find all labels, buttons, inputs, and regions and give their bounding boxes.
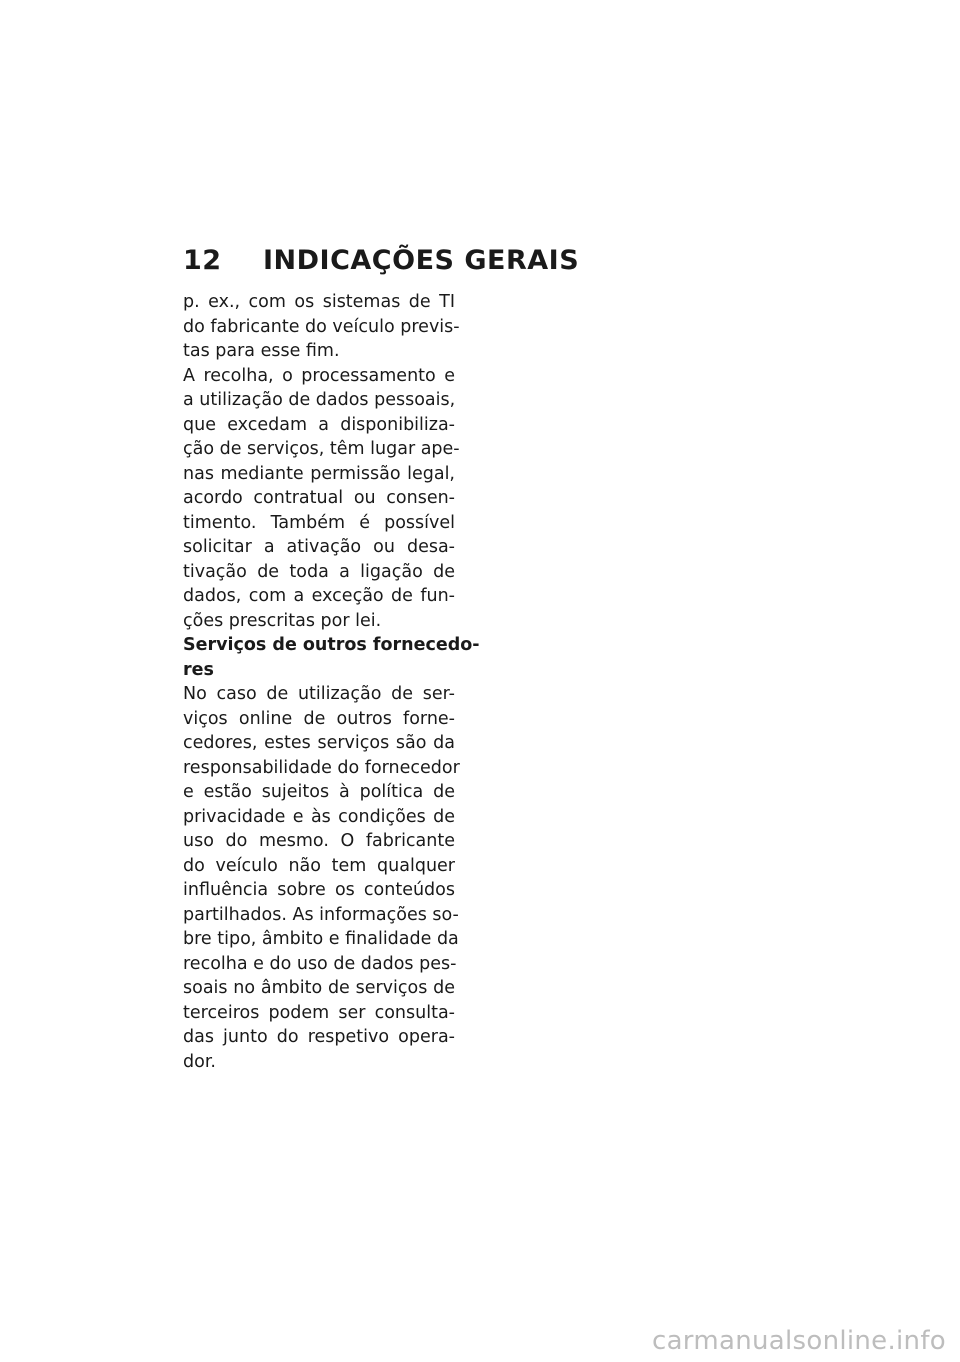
body-text-line: dor. (183, 1051, 216, 1072)
body-text-line: solicitar a ativação ou desa- (183, 537, 455, 557)
body-text-line: timento. Também é possível (183, 512, 455, 533)
body-text-line: dados, com a exceção de fun- (183, 586, 455, 606)
body-text-line: das junto do respetivo opera- (183, 1027, 455, 1047)
section-heading-line: res (183, 659, 214, 680)
body-text-line: acordo contratual ou consen- (183, 488, 455, 508)
body-text-line: do veículo não tem qualquer (183, 855, 455, 876)
body-text-line: influência sobre os conteúdos (183, 880, 455, 900)
body-text-line: soais no âmbito de serviços de (183, 978, 455, 998)
body-text-column (183, 290, 480, 1074)
body-text-line: bre tipo, âmbito e finalidade da (183, 929, 459, 949)
page-header (183, 243, 579, 277)
section-heading-line: Serviços de outros fornecedo- (183, 635, 480, 655)
body-text-line: que excedam a disponibiliza- (183, 414, 455, 435)
chapter-title: INDICAÇÕES GERAIS (263, 244, 580, 276)
body-text-line: ções prescritas por lei. (183, 610, 382, 631)
body-text-line: privacidade e às condições de (183, 806, 455, 827)
body-text-line: tas para esse fim. (183, 341, 340, 361)
body-text-line: uso do mesmo. O fabricante (183, 831, 455, 851)
body-text-line: responsabilidade do fornecedor (183, 757, 460, 778)
body-text-line: No caso de utilização de ser- (183, 684, 455, 704)
body-text-line: e estão sujeitos à política de (183, 782, 455, 802)
body-text-line: p. ex., com os sistemas de TI (183, 292, 455, 312)
body-text-line: partilhados. As informações so- (183, 904, 459, 925)
body-text-line: do fabricante do veículo previs- (183, 316, 460, 337)
body-text-line: a utilização de dados pessoais, (183, 390, 456, 410)
body-text-line: tivação de toda a ligação de (183, 561, 455, 582)
body-text-line: ção de serviços, têm lugar ape- (183, 439, 460, 459)
body-text-line: viços online de outros forne- (183, 708, 455, 729)
body-text-line: nas mediante permissão legal, (183, 463, 455, 484)
chapter-number: 12 (183, 244, 222, 276)
watermark: carmanualsonline.info (651, 1326, 946, 1356)
body-text-line: recolha e do uso de dados pes- (183, 953, 457, 974)
body-text-line: terceiros podem ser consulta- (183, 1002, 455, 1023)
body-text-line: A recolha, o processamento e (183, 365, 455, 386)
body-text-line: cedores, estes serviços são da (183, 733, 455, 753)
